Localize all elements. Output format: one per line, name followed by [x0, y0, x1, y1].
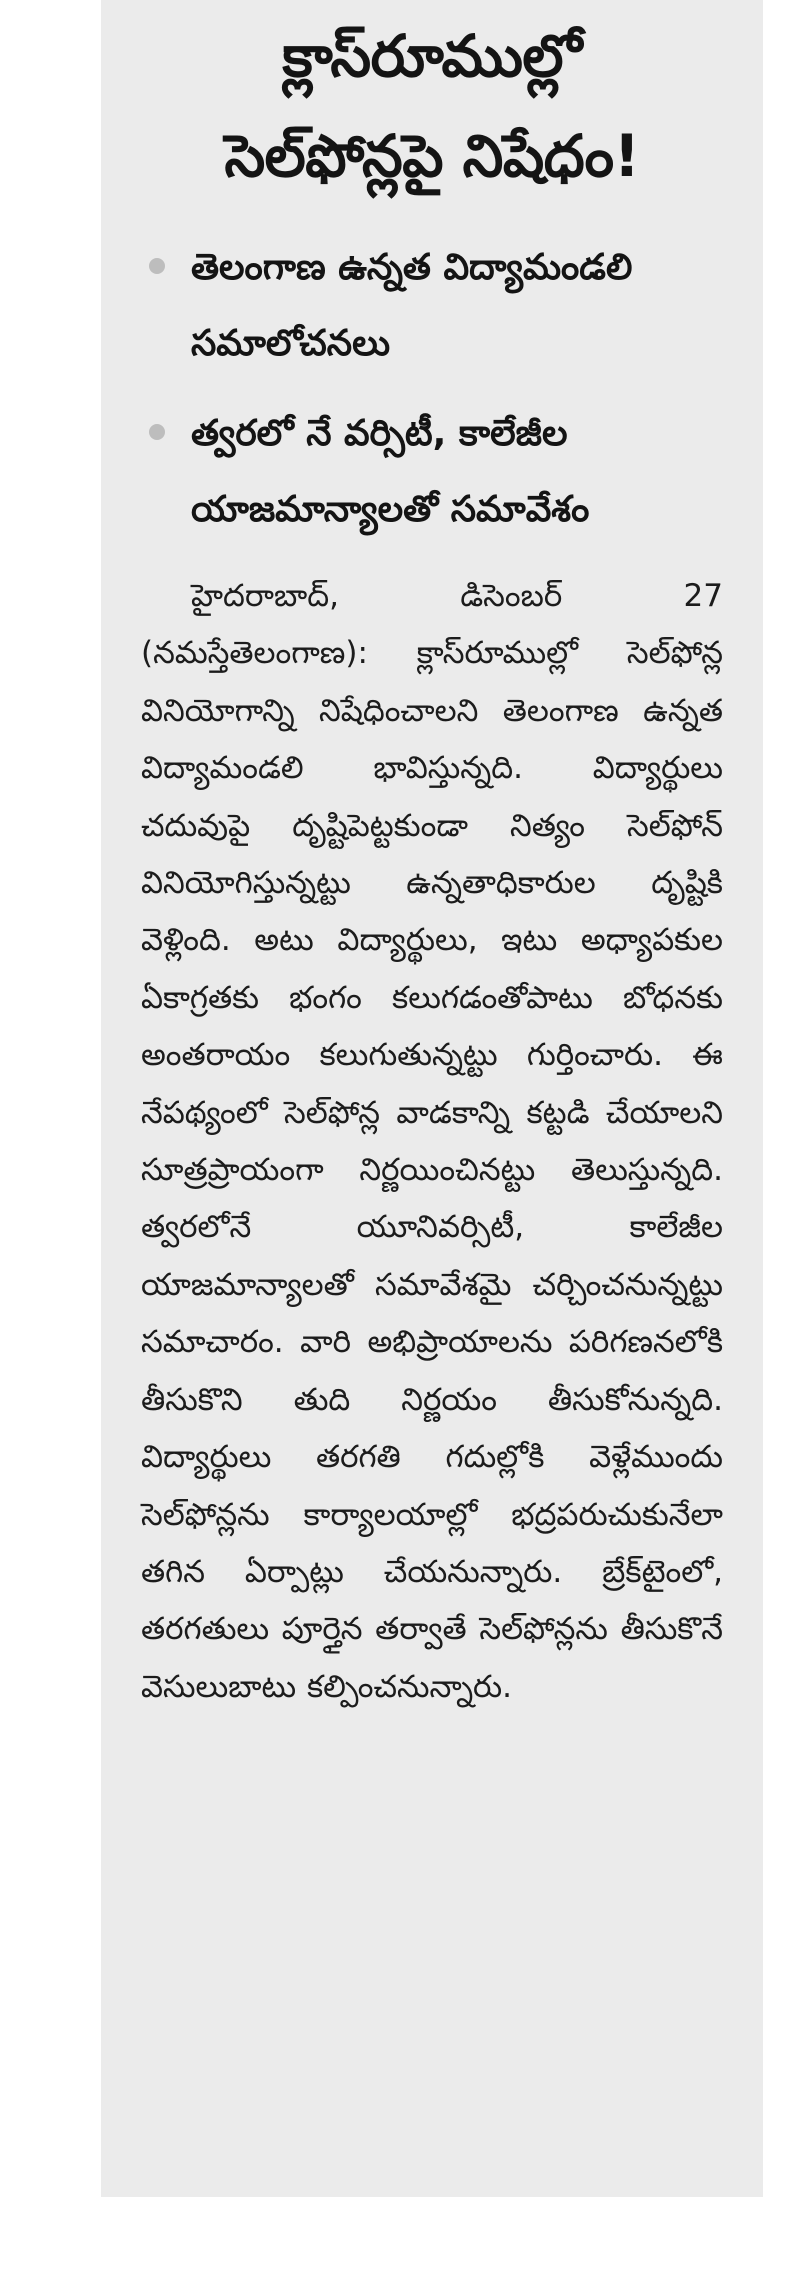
subheadings-list	[141, 230, 723, 548]
bullet-dot-icon	[149, 258, 165, 274]
article-body: హైదరాబాద్, డిసెంబర్ 27 (నమస్తేతెలంగాణ): క్లాస్‌రూముల్లో సెల్‌ఫోన్ల వినియోగాన్ని నిషేధించాలని తెలంగాణ ఉన్నత విద్యామండలి భావిస్తున్నది. విద్యార్థులు చదువుపై దృష్టిపెట్టకుండా నిత్యం సెల్‌ఫోన్ వినియోగిస్తున్నట్టు ఉన్నతాధికారుల దృష్టికి వెళ్లింది. అటు విద్యార్థులు, ఇటు అధ్యాపకుల ఏకాగ్రతకు భంగం కలుగడంతోపాటు బోధనకు అంతరాయం కలుగుతున్నట్టు గుర్తించారు. ఈ నేపథ్యంలో సెల్‌ఫోన్ల వాడకాన్ని కట్టడి చేయాలని సూత్రప్రాయంగా నిర్ణయించినట్టు తెలుస్తున్నది. త్వరలోనే యూనివర్సిటీ, కాలేజీల యాజమాన్యాలతో సమావేశమై చర్చించనున్నట్టు సమాచారం. వారి అభిప్రాయాలను పరిగణనలోకి తీసుకొని తుది నిర్ణయం తీసుకోనున్నది. విద్యార్థులు తరగతి గదుల్లోకి వెళ్లేముందు సెల్‌ఫోన్లను కార్యాలయాల్లో భద్రపరుచుకునేలా తగిన ఏర్పాట్లు చేయనున్నారు. బ్రేక్‌టైంలో, తరగతులు పూర్తైన తర్వాతే సెల్‌ఫోన్లను తీసుకొనే వెసులుబాటు కల్పించనున్నారు.	[141, 578, 723, 1705]
subheading-text: తెలంగాణ ఉన్నత విద్యామండలి సమాలోచనలు	[191, 247, 633, 364]
subheading-text: త్వరలో నే వర్సిటీ, కాలేజీల యాజమాన్యాలతో సమావేశం	[191, 413, 590, 530]
subheading-item	[141, 396, 723, 548]
headline	[141, 6, 723, 206]
news-clipping	[101, 0, 763, 2197]
subheading-item	[141, 230, 723, 382]
headline-line-2: సెల్‌ఫోన్లపై నిషేధం!	[224, 122, 640, 190]
bullet-dot-icon	[149, 424, 165, 440]
headline-line-1: క్లాస్‌రూముల్లో	[282, 22, 582, 90]
